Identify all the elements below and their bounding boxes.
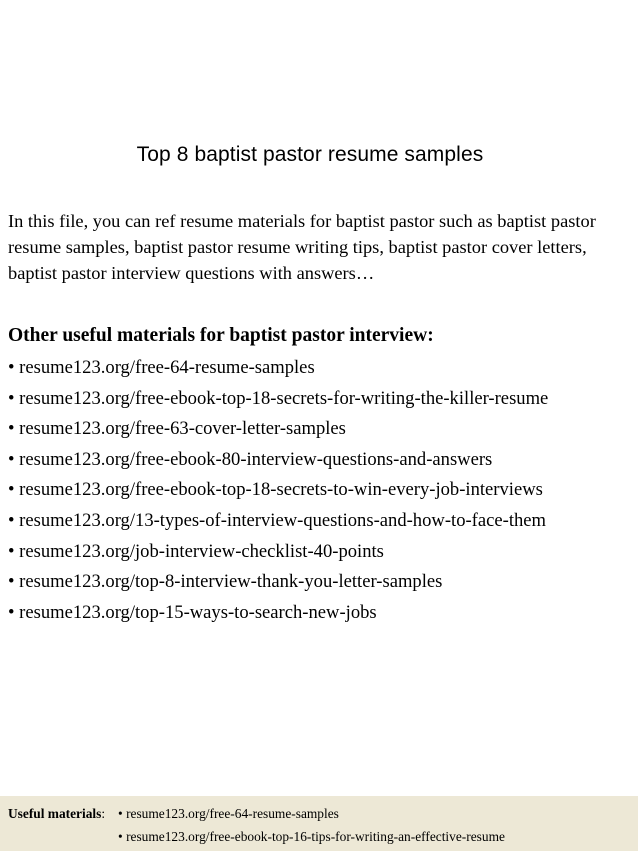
link-text[interactable]: resume123.org/free-63-cover-letter-samples [19, 418, 346, 440]
link-text[interactable]: resume123.org/free-ebook-80-interview-questions-and-answers [19, 448, 493, 470]
bullet: • [118, 806, 123, 821]
list-item[interactable] [8, 506, 638, 537]
footer-link-item[interactable] [118, 829, 505, 845]
bullet: • [8, 448, 15, 470]
list-item[interactable] [8, 353, 638, 384]
footer-label [8, 806, 105, 822]
intro-paragraph: In this file, you can ref resume materials for baptist pastor such as baptist pastor resume samples, baptist pastor resume writing tips, baptist pastor cover letters, baptist pastor interview questions with answers… [8, 211, 596, 283]
bullet: • [8, 571, 15, 593]
link-text[interactable]: resume123.org/13-types-of-interview-questions-and-how-to-face-them [19, 509, 546, 531]
list-item[interactable] [8, 475, 638, 506]
list-item[interactable] [8, 537, 638, 568]
bullet: • [8, 479, 15, 501]
bullet: • [8, 509, 15, 531]
footer-bar [0, 796, 638, 851]
link-text[interactable]: resume123.org/free-ebook-top-18-secrets-for-writing-the-killer-resume [19, 387, 549, 409]
list-item[interactable] [8, 414, 638, 445]
list-item[interactable] [8, 598, 638, 629]
footer-label-text: Useful materials [8, 806, 102, 821]
list-item[interactable] [8, 384, 638, 415]
link-text[interactable]: resume123.org/free-ebook-top-18-secrets-to-win-every-job-interviews [19, 479, 543, 501]
page-title: Top 8 baptist pastor resume samples [136, 143, 484, 166]
link-text[interactable]: resume123.org/top-8-interview-thank-you-letter-samples [19, 571, 443, 593]
bullet: • [118, 829, 123, 844]
bullet: • [8, 387, 15, 409]
bullet: • [8, 357, 15, 378]
footer-link-text[interactable]: resume123.org/free-64-resume-samples [126, 806, 339, 821]
footer-link-text[interactable]: resume123.org/free-ebook-top-16-tips-for-writing-an-effective-resume [126, 829, 505, 844]
materials-list [8, 353, 638, 628]
list-item[interactable] [8, 445, 638, 476]
footer-label-colon: : [101, 806, 106, 821]
bullet: • [8, 540, 15, 562]
bullet: • [8, 418, 15, 440]
link-text[interactable]: resume123.org/job-interview-checklist-40-points [19, 540, 384, 562]
materials-heading: Other useful materials for baptist pastor interview: [8, 325, 434, 346]
list-item[interactable] [8, 567, 638, 598]
bullet: • [8, 601, 15, 623]
link-text[interactable]: resume123.org/free-64-resume-samples [19, 357, 315, 378]
footer-link-item[interactable] [118, 806, 339, 822]
link-text[interactable]: resume123.org/top-15-ways-to-search-new-jobs [19, 601, 377, 623]
